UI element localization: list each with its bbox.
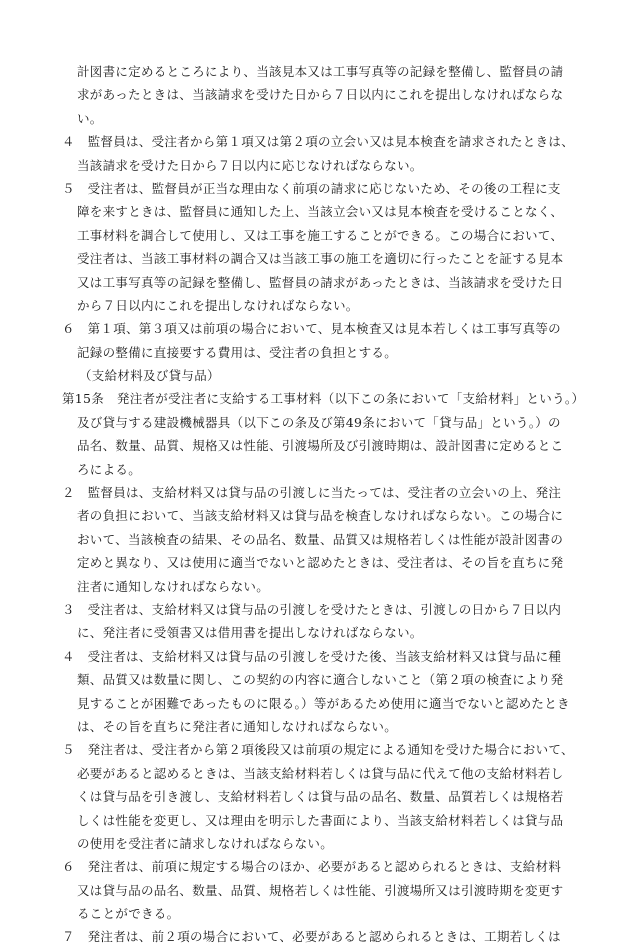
text-line: 者の負担において、当該支給材料又は貸与品を検査しなければならない。この場合に [77, 508, 564, 524]
article-15-heading: 第15条 発注者が受注者に支給する工事材料（以下この条において「支給材料」という。） [62, 391, 585, 407]
text-line: から７日以内にこれを提出しなければならない。 [77, 297, 359, 313]
text-line: 計図書に定めるところにより、当該見本又は工事写真等の記録を整備し、監督員の請 [77, 64, 564, 79]
text-line: 及び貸与する建設機械器具（以下この条及び第49条において「貸与品」という。）の [77, 414, 561, 430]
text-line: くは貸与品を引き渡し、支給材料若しくは貸与品の品名、数量、品質若しくは規格若 [77, 789, 564, 805]
paragraph-5: ５ 発注者は、受注者から第２項後段又は前項の規定による通知を受けた場合において、 [62, 742, 574, 758]
text-line: 障を来すときは、監督員に通知した上、当該立会い又は見本検査を受けることなく、 [77, 204, 564, 220]
paragraph-4: ４ 受注者は、支給材料又は貸与品の引渡しを受けた後、当該支給材料又は貸与品に種 [62, 648, 562, 664]
text-line: 又は貸与品の品名、数量、品質、規格若しくは性能、引渡場所又は引渡時期を変更す [77, 882, 564, 898]
paragraph-4: ４ 監督員は、受注者から第１項又は第２項の立会い又は見本検査を請求されたときは、 [62, 134, 575, 150]
text-line: 定めと異なり、又は使用に適当でないと認めたときは、受注者は、その旨を直ちに発 [77, 555, 564, 571]
paragraph-6: ６ 発注者は、前項に規定する場合のほか、必要があると認められるときは、支給材料 [62, 859, 562, 875]
text-line: 当該請求を受けた日から７日以内に応じなければならない。 [77, 157, 423, 173]
paragraph-5: ５ 受注者は、監督員が正当な理由なく前項の請求に応じないため、その後の工程に支 [62, 180, 561, 196]
text-line: 受注者は、当該工事材料の調合又は当該工事の施工を適切に行ったことを証する見本 [77, 251, 564, 267]
article-caption: （支給材料及び貸与品） [79, 368, 220, 384]
text-line: しくは性能を変更し、又は理由を明示した書面により、当該支給材料若しくは貸与品 [77, 812, 564, 828]
text-line: 必要があると認めるときは、当該支給材料若しくは貸与品に代えて他の支給材料若し [77, 765, 564, 781]
text-line: おいて、当該検査の結果、その品名、数量、品質又は規格若しくは性能が設計図書の [77, 531, 564, 547]
text-line: に、発注者に受領書又は借用書を提出しなければならない。 [77, 625, 423, 641]
text-line: ろによる。 [77, 461, 142, 477]
document-page [62, 60, 602, 949]
text-line: 注者に通知しなければならない。 [77, 578, 270, 594]
paragraph-6: ６ 第１項、第３項又は前項の場合において、見本検査又は見本若しくは工事写真等の [62, 321, 561, 337]
text-line: は、その旨を直ちに発注者に通知しなければならない。 [77, 718, 398, 734]
paragraph-7: ７ 発注者は、前２項の場合において、必要があると認められるときは、工期若しくは [62, 929, 561, 945]
text-line: 又は工事写真等の記録を整備し、監督員の請求があったときは、当該請求を受けた日 [77, 274, 564, 290]
text-line: の使用を受注者に請求しなければならない。 [77, 835, 334, 851]
paragraph-3: ３ 受注者は、支給材料又は貸与品の引渡しを受けたときは、引渡しの日から７日以内 [62, 601, 562, 617]
text-line: ることができる。 [77, 906, 180, 922]
text-line: 工事材料を調合して使用し、又は工事を施工することができる。この場合において、 [77, 227, 564, 243]
text-line: い。 [77, 110, 103, 126]
text-line: 求があったときは、当該請求を受けた日から７日以内にこれを提出しなければならな [77, 87, 564, 103]
paragraph-2: ２ 監督員は、支給材料又は貸与品の引渡しに当たっては、受注者の立会いの上、発注 [62, 485, 562, 501]
text-line: 品名、数量、品質、規格又は性能、引渡場所及び引渡時期は、設計図書に定めるとこ [77, 438, 564, 454]
text-line: 類、品質又は数量に関し、この契約の内容に適合しないこと（第２項の検査により発 [77, 672, 564, 688]
text-line: 記録の整備に直接要する費用は、受注者の負担とする。 [77, 344, 398, 360]
text-line: 見することが困難であったものに限る。）等があるため使用に適当でないと認めたとき [77, 695, 570, 711]
